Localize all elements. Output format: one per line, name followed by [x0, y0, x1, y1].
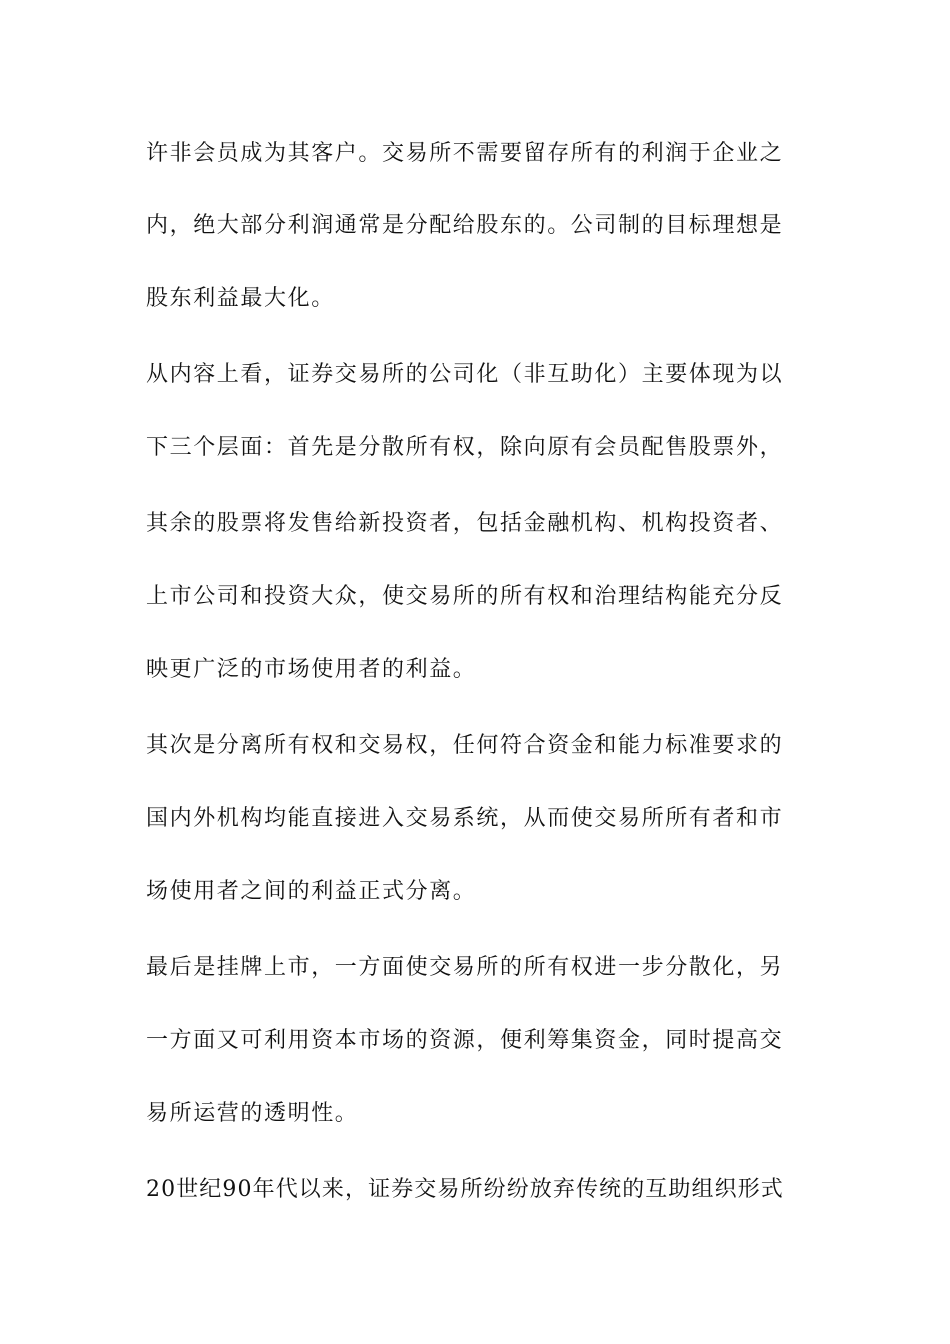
text-line: 映更广泛的市场使用者的利益。 — [146, 657, 477, 682]
text-line: 20世纪90年代以来，证券交易所纷纷放弃传统的互助组织形式 — [146, 1177, 784, 1202]
text-line: 其余的股票将发售给新投资者，包括金融机构、机构投资者、 — [146, 511, 784, 536]
text-line: 国内外机构均能直接进入交易系统，从而使交易所所有者和市 — [146, 806, 784, 831]
text-line: 下三个层面：首先是分散所有权，除向原有会员配售股票外， — [146, 435, 784, 460]
text-line: 其次是分离所有权和交易权，任何符合资金和能力标准要求的 — [146, 733, 784, 758]
text-line: 场使用者之间的利益正式分离。 — [146, 879, 477, 904]
text-line: 内，绝大部分利润通常是分配给股东的。公司制的目标理想是 — [146, 213, 784, 238]
text-line: 易所运营的透明性。 — [146, 1101, 359, 1126]
text-line: 最后是挂牌上市，一方面使交易所的所有权进一步分散化，另 — [146, 955, 784, 980]
text-line: 上市公司和投资大众，使交易所的所有权和治理结构能充分反 — [146, 584, 784, 609]
text-line: 从内容上看，证券交易所的公司化（非互助化）主要体现为以 — [146, 362, 784, 387]
text-line: 一方面又可利用资本市场的资源，便利筹集资金，同时提高交 — [146, 1028, 784, 1053]
text-line: 股东利益最大化。 — [146, 286, 335, 311]
text-line: 许非会员成为其客户。交易所不需要留存所有的利润于企业之 — [146, 141, 784, 166]
